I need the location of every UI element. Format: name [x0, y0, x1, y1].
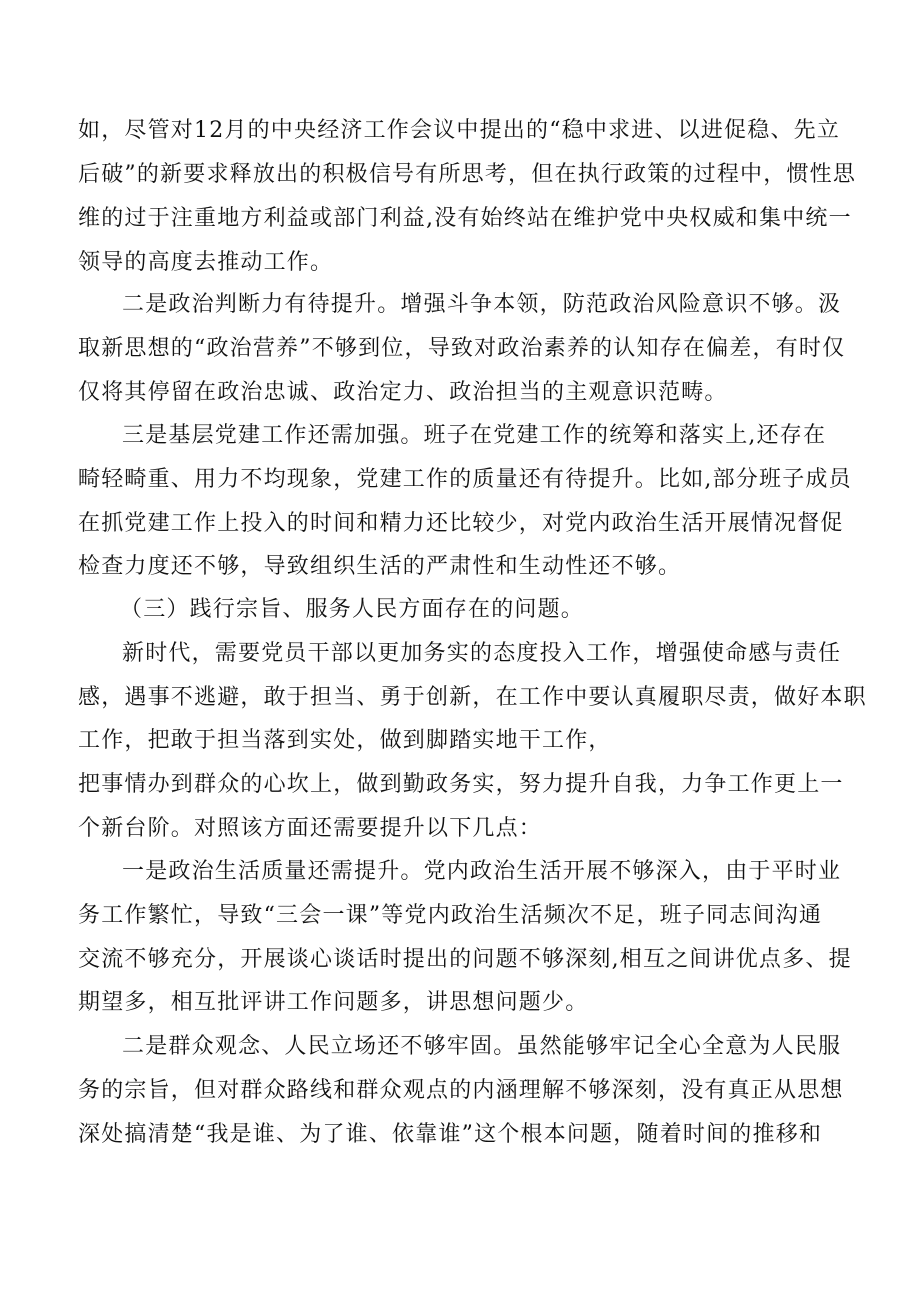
text-line: 务工作繁忙，导致“三会一课”等党内政治生活频次不足，班子同志间沟通 [78, 903, 823, 928]
text-line: 后破”的新要求释放出的积极信号有所思考，但在执行政策的过程中，惯性思 [78, 162, 857, 187]
paragraph-first-line: 一是政治生活质量还需提升。党内政治生活开展不够深入，由于平时业 [122, 859, 842, 884]
text-line: 畸轻畸重、用力不均现象，党建工作的质量还有待提升。比如,部分班子成员 [78, 467, 852, 492]
text-line: 领导的高度去推动工作。 [78, 250, 334, 275]
text-line: 如，尽管对12月的中央经济工作会议中提出的“稳中求进、以进促稳、先立 [78, 118, 841, 143]
paragraph-first-line: 三是基层党建工作还需加强。班子在党建工作的统筹和落实上,还存在 [122, 423, 827, 448]
text-line: 检查力度还不够，导致组织生活的严肃性和生动性还不够。 [78, 554, 682, 579]
paragraph-first-line: 二是群众观念、人民立场还不够牢固。虽然能够牢记全心全意为人民服 [122, 1034, 842, 1059]
paragraph-first-line: 二是政治判断力有待提升。增强斗争本领，防范政治风险意识不够。汲 [122, 292, 842, 317]
text-line: 把事情办到群众的心坎上，做到勤政务实，努力提升自我，力争工作更上一 [78, 772, 844, 797]
text-line: 取新思想的“政治营养”不够到位，导致对政治素养的认知存在偏差，有时仅 [78, 336, 846, 361]
text-line: 感，遇事不逃避，敢于担当、勇于创新，在工作中要认真履职尽责，做好本职 [78, 685, 867, 710]
text-line: 个新台阶。对照该方面还需要提升以下几点： [78, 816, 543, 841]
text-line: 仅将其停留在政治忠诚、政治定力、政治担当的主观意识范畴。 [78, 380, 728, 405]
text-line: 期望多，相互批评讲工作问题多，讲思想问题少。 [78, 990, 589, 1015]
text-line: 交流不够充分，开展谈心谈话时提出的问题不够深刻,相互之间讲优点多、提 [78, 947, 852, 972]
section-heading: （三）践行宗旨、服务人民方面存在的问题。 [120, 597, 585, 622]
paragraph-first-line: 新时代，需要党员干部以更加务实的态度投入工作，增强使命感与责任 [122, 641, 842, 666]
text-line: 务的宗旨，但对群众路线和群众观点的内涵理解不够深刻，没有真正从思想 [78, 1078, 844, 1103]
text-line: 在抓党建工作上投入的时间和精力还比较少，对党内政治生活开展情况督促 [78, 511, 844, 536]
text-line: 深处搞清楚“我是谁、为了谁、依靠谁”这个根本问题，随着时间的推移和 [78, 1122, 823, 1147]
text-line: 工作，把敢于担当落到实处，做到脚踏实地干工作， [78, 728, 612, 753]
text-line: 维的过于注重地方利益或部门利益,没有始终站在维护党中央权威和集中统一 [78, 206, 852, 231]
